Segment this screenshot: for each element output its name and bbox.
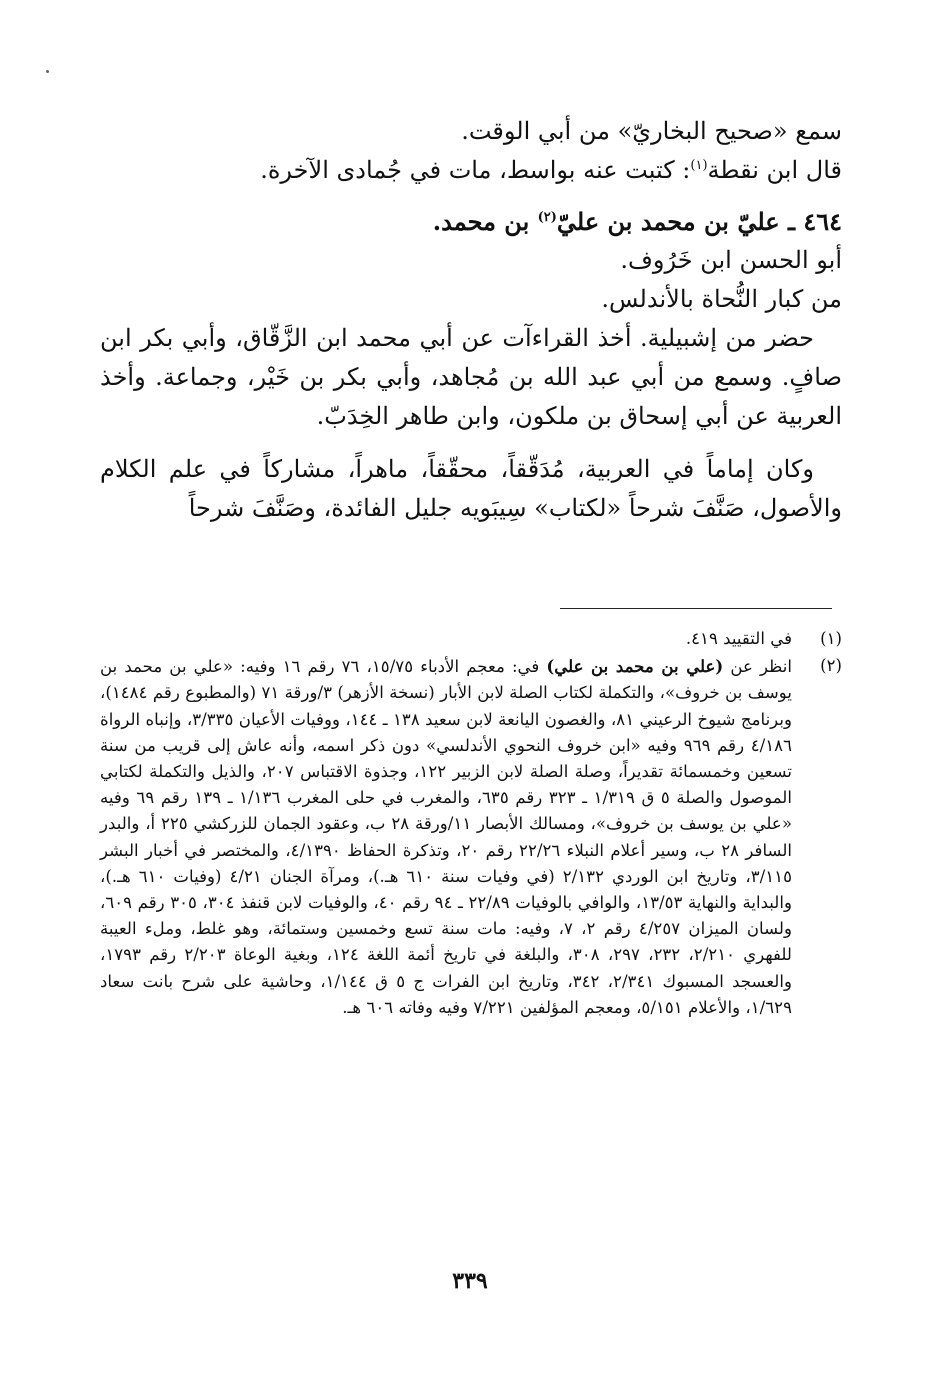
footnote-number: (٢) <box>820 656 842 676</box>
paragraph-scholarship: وكان إماماً في العربية، مُدَقّقاً، محقّقاً، ماهراً، مشاركاً في علم الكلام والأصول، صَنَّفَ شرحاً «لكتاب» سِيبَويه جليل الفائدة، وصَنَّفَ شرحاً <box>100 455 842 522</box>
footnote-text: في التقييد ٤١٩. <box>685 629 792 648</box>
ibn-nuqta-post: : كتبت عنه بواسط، مات في جُمادى الآخرة. <box>260 156 691 184</box>
footnote-2 <box>100 653 842 1021</box>
paragraph-studies: حضر من إشبيلية. أخذ القراءآت عن أبي محمد ابن الزَّقّاق، وأبي بكر ابن صافٍ. وسمع من أبي عبد الله بن مُجاهد، وأبي بكر بن خَيْر، وجماعة. وأخذ العربية عن أبي إسحاق بن ملكون، وابن طاهر الخِدَبّ. <box>100 324 842 430</box>
footnote-1 <box>100 626 842 652</box>
footnote-divider <box>560 608 832 609</box>
main-text <box>100 112 842 528</box>
page-number: ٣٣٩ <box>452 1268 488 1294</box>
footnote-ref-1[interactable]: (١) <box>690 158 708 173</box>
footnotes <box>100 626 842 1022</box>
scan-speck <box>46 70 49 73</box>
footnote-text <box>100 653 792 1021</box>
entry-rank: من كبار النُّحاة بالأندلس. <box>601 285 842 313</box>
line-heard-bukhari: سمع «صحيح البخاريّ» من أبي الوقت. <box>461 117 842 145</box>
footnote-ref-2[interactable]: (٢) <box>537 210 557 225</box>
ibn-nuqta-pre: قال ابن نقطة <box>707 156 842 184</box>
entry-heading <box>100 202 842 241</box>
entry-heading-pre: ٤٦٤ ـ عليّ بن محمد بن عليّ <box>556 207 842 236</box>
entry-kunya: أبو الحسن ابن خَرُوف. <box>620 246 842 274</box>
footnote-subject: (علي بن محمد بن علي) <box>546 656 724 677</box>
footnote-number: (١) <box>820 629 842 648</box>
footnote-sources: في: معجم الأدباء ١٥/٧٥، ٧٦ رقم ١٦ وفيه: «علي بن محمد بن يوسف بن خروف»، والتكملة لكتاب الصلة لابن الأبار (نسخة الأزهر) ٣/ورقة ٧١ (والمطبوع رقم ١٤٨٤)، وبرنامج شيوخ الرعيني ٨١، والغصون اليانعة لابن سعيد ١٣٨ ـ ١٤٤، ووفيات الأعيان ٣/٣٣٥، وإنباه الرواة ٤/١٨٦ رقم ٩٦٩ وفيه «ابن خروف النحوي الأندلسي» دون ذكر اسمه، وأنه عاش إلى قريب من سنة تسعين وخمسمائة تقديراً، وصلة الصلة لابن الزبير ١٢٢، وجذوة الاقتباس ٢٠٧، والذيل والتكملة لكتابي الموصول والصلة ٥ ق ١/٣١٩ ـ ٣٢٣ رقم ٦٣٥، والمغرب في حلى المغرب ١/١٣٦ ـ ١٣٩ رقم ٦٩ وفيه «علي بن يوسف بن خروف»، ومسالك الأبصار ١١/ورقة ٢٨ ب، وعقود الجمان للزركشي ٢٢٥ أ، والبدر السافر ٢٨ ب، وسير أعلام النبلاء ٢٢/٢٦ رقم ٢٠، وتذكرة الحفاظ ٤/١٣٩٠، والمختصر في أخبار البشر ٣/١١٥، وتاريخ ابن الوردي ٢/١٣٢ (في وفيات سنة ٦١٠ هـ.)، ومرآة الجنان ٤/٢١ (وفيات ٦١٠ هـ.)، والبداية والنهاية ١٣/٥٣، والوافي بالوفيات ٢٢/٨٩ ـ ٩٤ رقم ٤٠، والوفيات لابن قنفذ ٣٠٤، ٣٠٥ رقم ٦٠٩، ولسان الميزان ٤/٢٥٧ رقم ٢، ٧، وفيه: مات سنة تسع وخمسين وستمائة، وهو غلط، وملء العيبة للفهري ٢/٢١٠، ٢٣٢، ٢٩٧، ٣٠٨، والبلغة في تاريخ أئمة اللغة ١٢٤، وبغية الوعاة ٢/٢٠٣ رقم ١٧٩٣، والعسجد المسبوك ٢/٣٤١، ٣٤٢، وتاريخ ابن الفرات ج ٥ ق ١/١٤٤، وحاشية على شرح بانت سعاد ١/٦٢٩، والأعلام ٥/١٥١، ومعجم المؤلفين ٧/٢٢١ وفيه وفاته ٦٠٦ هـ. <box>100 657 792 1017</box>
footnote-pre: انظر عن <box>723 657 792 677</box>
line-ibn-nuqta <box>100 151 842 190</box>
entry-heading-post: بن محمد. <box>432 207 538 236</box>
